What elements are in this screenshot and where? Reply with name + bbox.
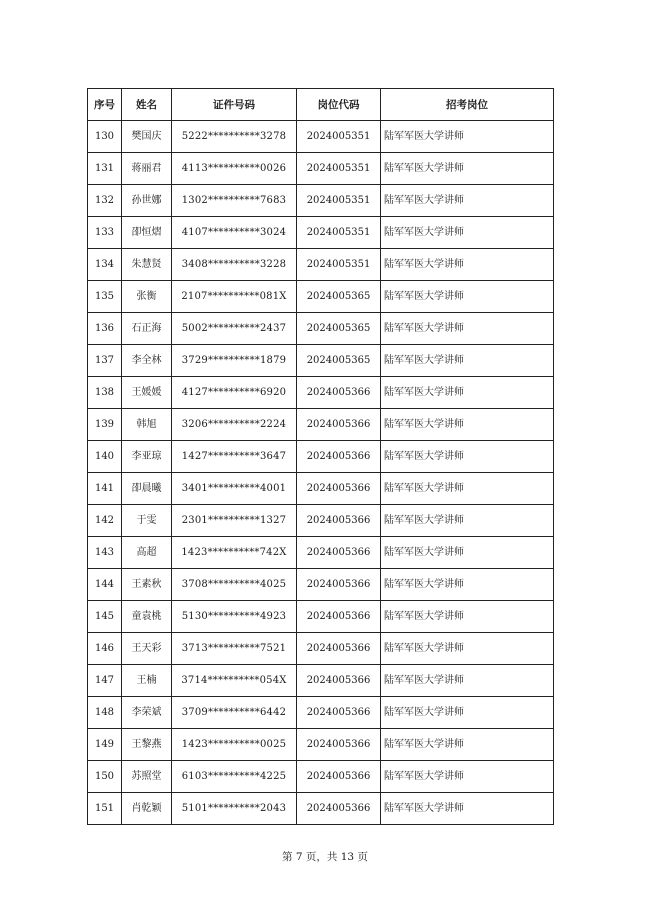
cell-post: 陆军军医大学讲师 (381, 153, 554, 185)
cell-seq: 137 (88, 345, 122, 377)
table-row (88, 409, 554, 441)
cell-post: 陆军军医大学讲师 (381, 793, 554, 825)
table-row (88, 377, 554, 409)
cell-code: 2024005351 (297, 121, 381, 153)
page-number-footer: 第 7 页，共 13 页 (282, 851, 368, 863)
cell-name: 卲晨曦 (122, 473, 172, 505)
table-row (88, 217, 554, 249)
cell-name: 张衡 (122, 281, 172, 313)
table-row (88, 761, 554, 793)
cell-seq: 139 (88, 409, 122, 441)
cell-id: 3408**********3228 (172, 249, 297, 281)
cell-code: 2024005366 (297, 409, 381, 441)
table-row (88, 153, 554, 185)
table-row (88, 281, 554, 313)
cell-seq: 132 (88, 185, 122, 217)
cell-name: 石正海 (122, 313, 172, 345)
cell-name: 李全林 (122, 345, 172, 377)
cell-seq: 134 (88, 249, 122, 281)
header-id: 证件号码 (172, 89, 297, 121)
cell-post: 陆军军医大学讲师 (381, 729, 554, 761)
cell-code: 2024005366 (297, 377, 381, 409)
cell-id: 2301**********1327 (172, 505, 297, 537)
cell-code: 2024005351 (297, 217, 381, 249)
cell-post: 陆军军医大学讲师 (381, 121, 554, 153)
cell-seq: 131 (88, 153, 122, 185)
cell-seq: 143 (88, 537, 122, 569)
cell-id: 3713**********7521 (172, 633, 297, 665)
cell-post: 陆军军医大学讲师 (381, 345, 554, 377)
cell-id: 3709**********6442 (172, 697, 297, 729)
cell-post: 陆军军医大学讲师 (381, 665, 554, 697)
cell-name: 王媛媛 (122, 377, 172, 409)
cell-name: 孙世娜 (122, 185, 172, 217)
table-row (88, 569, 554, 601)
cell-id: 5101**********2043 (172, 793, 297, 825)
cell-code: 2024005365 (297, 281, 381, 313)
cell-seq: 151 (88, 793, 122, 825)
cell-id: 1423**********0025 (172, 729, 297, 761)
table-row (88, 313, 554, 345)
cell-seq: 142 (88, 505, 122, 537)
cell-post: 陆军军医大学讲师 (381, 601, 554, 633)
cell-name: 李亚琼 (122, 441, 172, 473)
cell-id: 5222**********3278 (172, 121, 297, 153)
table-row (88, 441, 554, 473)
cell-code: 2024005366 (297, 633, 381, 665)
header-name: 姓名 (122, 89, 172, 121)
table-row (88, 505, 554, 537)
cell-id: 1302**********7683 (172, 185, 297, 217)
cell-code: 2024005351 (297, 249, 381, 281)
cell-seq: 150 (88, 761, 122, 793)
cell-seq: 136 (88, 313, 122, 345)
cell-name: 王素秋 (122, 569, 172, 601)
cell-post: 陆军军医大学讲师 (381, 569, 554, 601)
cell-id: 3729**********1879 (172, 345, 297, 377)
table-body (88, 121, 554, 825)
cell-code: 2024005366 (297, 729, 381, 761)
cell-name: 李荣斌 (122, 697, 172, 729)
table-row (88, 601, 554, 633)
header-post: 招考岗位 (381, 89, 554, 121)
cell-seq: 145 (88, 601, 122, 633)
table-row (88, 697, 554, 729)
cell-code: 2024005365 (297, 345, 381, 377)
cell-seq: 144 (88, 569, 122, 601)
table-row (88, 121, 554, 153)
cell-name: 苏照堂 (122, 761, 172, 793)
cell-post: 陆军军医大学讲师 (381, 761, 554, 793)
cell-name: 于雯 (122, 505, 172, 537)
cell-id: 5002**********2437 (172, 313, 297, 345)
cell-seq: 135 (88, 281, 122, 313)
cell-post: 陆军军医大学讲师 (381, 281, 554, 313)
cell-code: 2024005366 (297, 761, 381, 793)
cell-name: 王黎燕 (122, 729, 172, 761)
cell-seq: 140 (88, 441, 122, 473)
cell-name: 童袁桃 (122, 601, 172, 633)
cell-post: 陆军军医大学讲师 (381, 473, 554, 505)
table-row (88, 793, 554, 825)
cell-name: 肖乾颖 (122, 793, 172, 825)
cell-code: 2024005366 (297, 569, 381, 601)
table-row (88, 729, 554, 761)
cell-code: 2024005366 (297, 537, 381, 569)
cell-post: 陆军军医大学讲师 (381, 537, 554, 569)
table-row (88, 633, 554, 665)
cell-id: 3708**********4025 (172, 569, 297, 601)
cell-post: 陆军军医大学讲师 (381, 633, 554, 665)
cell-code: 2024005366 (297, 441, 381, 473)
cell-post: 陆军军医大学讲师 (381, 697, 554, 729)
cell-code: 2024005351 (297, 153, 381, 185)
table-row (88, 185, 554, 217)
cell-code: 2024005366 (297, 697, 381, 729)
cell-post: 陆军军医大学讲师 (381, 505, 554, 537)
cell-post: 陆军军医大学讲师 (381, 441, 554, 473)
cell-name: 高超 (122, 537, 172, 569)
cell-id: 4107**********3024 (172, 217, 297, 249)
cell-id: 2107**********081X (172, 281, 297, 313)
header-code: 岗位代码 (297, 89, 381, 121)
table-row (88, 345, 554, 377)
cell-id: 4127**********6920 (172, 377, 297, 409)
cell-code: 2024005351 (297, 185, 381, 217)
cell-post: 陆军军医大学讲师 (381, 313, 554, 345)
cell-id: 5130**********4923 (172, 601, 297, 633)
cell-seq: 130 (88, 121, 122, 153)
cell-id: 1423**********742X (172, 537, 297, 569)
cell-post: 陆军军医大学讲师 (381, 377, 554, 409)
table-row (88, 249, 554, 281)
cell-name: 蒋丽君 (122, 153, 172, 185)
cell-code: 2024005366 (297, 665, 381, 697)
cell-seq: 149 (88, 729, 122, 761)
cell-code: 2024005365 (297, 313, 381, 345)
table-row (88, 473, 554, 505)
cell-id: 3206**********2224 (172, 409, 297, 441)
cell-seq: 146 (88, 633, 122, 665)
cell-name: 王天彩 (122, 633, 172, 665)
cell-name: 朱慧贤 (122, 249, 172, 281)
cell-post: 陆军军医大学讲师 (381, 217, 554, 249)
cell-name: 韩旭 (122, 409, 172, 441)
table-row (88, 537, 554, 569)
header-seq: 序号 (88, 89, 122, 121)
cell-seq: 141 (88, 473, 122, 505)
cell-code: 2024005366 (297, 473, 381, 505)
cell-name: 王楠 (122, 665, 172, 697)
cell-id: 1427**********3647 (172, 441, 297, 473)
cell-code: 2024005366 (297, 793, 381, 825)
cell-seq: 138 (88, 377, 122, 409)
cell-post: 陆军军医大学讲师 (381, 409, 554, 441)
cell-name: 樊国庆 (122, 121, 172, 153)
cell-name: 卲恒熠 (122, 217, 172, 249)
cell-id: 6103**********4225 (172, 761, 297, 793)
cell-seq: 133 (88, 217, 122, 249)
cell-id: 4113**********0026 (172, 153, 297, 185)
cell-post: 陆军军医大学讲师 (381, 249, 554, 281)
cell-code: 2024005366 (297, 601, 381, 633)
cell-seq: 148 (88, 697, 122, 729)
candidate-table (87, 88, 554, 825)
cell-id: 3401**********4001 (172, 473, 297, 505)
cell-seq: 147 (88, 665, 122, 697)
cell-id: 3714**********054X (172, 665, 297, 697)
cell-post: 陆军军医大学讲师 (381, 185, 554, 217)
table-header-row (88, 89, 554, 121)
cell-code: 2024005366 (297, 505, 381, 537)
table-row (88, 665, 554, 697)
